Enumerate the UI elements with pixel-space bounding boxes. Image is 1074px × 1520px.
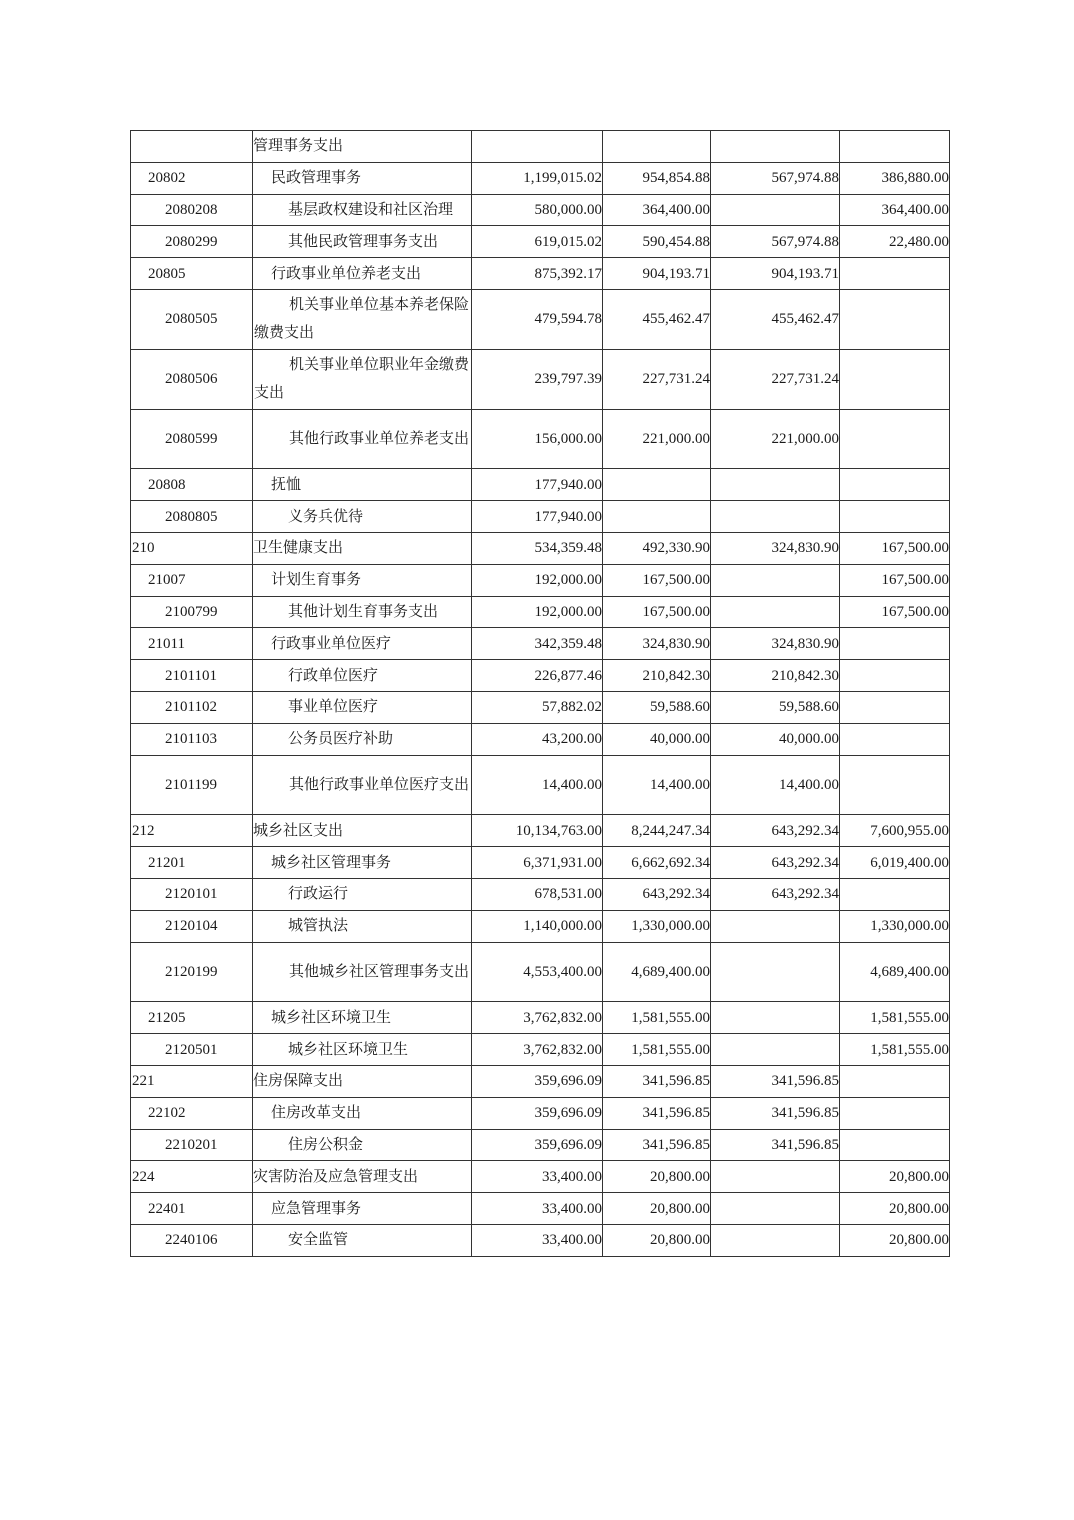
subject-code-cell: 2101101 [131,660,253,692]
subject-code-cell: 2210201 [131,1129,253,1161]
subject-name-text: 应急管理事务 [271,1200,362,1217]
table-row [131,289,950,349]
project-expenditure-cell [840,131,950,163]
current-total-cell: 1,581,555.00 [603,1034,711,1066]
basic-expenditure-cell [711,942,840,1002]
subject-name-text: 安全监管 [288,1232,349,1249]
subject-name-cell [253,501,472,533]
prior-year-total-cell: 359,696.09 [472,1129,603,1161]
project-expenditure-cell: 20,800.00 [840,1193,950,1225]
subject-code-cell [131,131,253,163]
project-expenditure-cell: 1,581,555.00 [840,1034,950,1066]
current-total-cell: 20,800.00 [603,1161,711,1193]
basic-expenditure-cell: 227,731.24 [711,349,840,409]
project-expenditure-cell [840,1097,950,1129]
table-row [131,723,950,755]
subject-name-cell [253,131,472,163]
basic-expenditure-cell [711,564,840,596]
prior-year-total-cell: 192,000.00 [472,596,603,628]
subject-code-cell: 2120199 [131,942,253,1002]
subject-code-cell: 210 [131,532,253,564]
table-row [131,469,950,501]
subject-name-text: 公务员医疗补助 [288,731,394,748]
prior-year-total-cell: 4,553,400.00 [472,942,603,1002]
subject-name-text: 城乡社区环境卫生 [271,1009,392,1026]
project-expenditure-cell: 167,500.00 [840,564,950,596]
current-total-cell: 59,588.60 [603,691,711,723]
current-total-cell: 492,330.90 [603,532,711,564]
current-total-cell: 324,830.90 [603,628,711,660]
project-expenditure-cell: 7,600,955.00 [840,815,950,847]
project-expenditure-cell [840,469,950,501]
subject-name-cell [253,628,472,660]
project-expenditure-cell: 6,019,400.00 [840,847,950,879]
subject-name-cell [253,1161,472,1193]
subject-name-cell [253,258,472,290]
subject-name-text: 管理事务支出 [253,138,344,155]
project-expenditure-cell [840,1129,950,1161]
project-expenditure-cell [840,723,950,755]
subject-code-cell: 21011 [131,628,253,660]
subject-name-text: 抚恤 [271,476,302,493]
table-row [131,910,950,942]
table-body [131,131,950,1257]
subject-code-cell: 2120101 [131,878,253,910]
subject-name-cell [253,847,472,879]
subject-code-cell: 2120104 [131,910,253,942]
subject-name-cell [253,1193,472,1225]
table-row [131,409,950,469]
project-expenditure-cell: 20,800.00 [840,1161,950,1193]
subject-code-cell: 2240106 [131,1224,253,1256]
basic-expenditure-cell [711,194,840,226]
subject-code-cell: 2100799 [131,596,253,628]
subject-name-cell [253,878,472,910]
subject-name-cell: 机关事业单位基本养老保险缴费支出 [253,289,472,349]
subject-name-cell [253,815,472,847]
current-total-cell: 954,854.88 [603,162,711,194]
subject-name-text: 其他民政管理事务支出 [288,233,439,250]
subject-name-text: 计划生育事务 [271,572,362,589]
basic-expenditure-cell [711,131,840,163]
subject-name-cell [253,910,472,942]
prior-year-total-cell: 33,400.00 [472,1161,603,1193]
current-total-cell [603,501,711,533]
prior-year-total-cell: 57,882.02 [472,691,603,723]
current-total-cell: 14,400.00 [603,755,711,815]
current-total-cell: 8,244,247.34 [603,815,711,847]
subject-name-text: 灾害防治及应急管理支出 [253,1168,419,1185]
current-total-cell: 1,330,000.00 [603,910,711,942]
subject-name-cell [253,532,472,564]
subject-code-cell: 20802 [131,162,253,194]
subject-name-text: 基层政权建设和社区治理 [288,201,454,218]
project-expenditure-cell [840,289,950,349]
current-total-cell: 167,500.00 [603,564,711,596]
subject-name-text: 行政事业单位医疗 [271,635,392,652]
basic-expenditure-cell [711,1034,840,1066]
current-total-cell: 455,462.47 [603,289,711,349]
table-row [131,1097,950,1129]
table-row [131,691,950,723]
basic-expenditure-cell: 643,292.34 [711,847,840,879]
basic-expenditure-cell: 14,400.00 [711,755,840,815]
current-total-cell: 210,842.30 [603,660,711,692]
basic-expenditure-cell: 324,830.90 [711,532,840,564]
basic-expenditure-cell: 221,000.00 [711,409,840,469]
subject-name-text: 行政单位医疗 [288,667,379,684]
subject-name-cell [253,1097,472,1129]
subject-code-cell: 21201 [131,847,253,879]
subject-code-cell: 22102 [131,1097,253,1129]
basic-expenditure-cell [711,596,840,628]
subject-code-cell: 20805 [131,258,253,290]
subject-code-cell: 2080208 [131,194,253,226]
subject-name-text: 卫生健康支出 [253,540,344,557]
subject-name-cell: 其他行政事业单位医疗支出 [253,755,472,815]
prior-year-total-cell: 192,000.00 [472,564,603,596]
project-expenditure-cell [840,660,950,692]
table-row [131,349,950,409]
subject-name-text: 事业单位医疗 [288,699,379,716]
table-row [131,878,950,910]
project-expenditure-cell: 386,880.00 [840,162,950,194]
subject-name-text: 住房公积金 [288,1136,364,1153]
basic-expenditure-cell [711,1193,840,1225]
subject-name-cell [253,660,472,692]
basic-expenditure-cell: 643,292.34 [711,815,840,847]
current-total-cell: 6,662,692.34 [603,847,711,879]
subject-name-text: 城乡社区环境卫生 [288,1041,409,1058]
budget-expenditure-table [130,130,950,1257]
table-row [131,162,950,194]
subject-name-text: 义务兵优待 [288,508,364,525]
current-total-cell: 20,800.00 [603,1193,711,1225]
subject-name-cell [253,1065,472,1097]
subject-name-text: 其他计划生育事务支出 [288,603,439,620]
prior-year-total-cell: 226,877.46 [472,660,603,692]
table-row [131,596,950,628]
subject-code-cell: 2101199 [131,755,253,815]
basic-expenditure-cell [711,1002,840,1034]
table-row [131,564,950,596]
prior-year-total-cell: 156,000.00 [472,409,603,469]
basic-expenditure-cell: 904,193.71 [711,258,840,290]
basic-expenditure-cell: 341,596.85 [711,1065,840,1097]
subject-name-cell [253,1002,472,1034]
subject-name-cell [253,469,472,501]
subject-name-text: 城管执法 [288,918,349,935]
subject-name-cell [253,1224,472,1256]
project-expenditure-cell [840,258,950,290]
table-row [131,942,950,1002]
basic-expenditure-cell [711,469,840,501]
subject-name-cell [253,596,472,628]
subject-code-cell: 2080805 [131,501,253,533]
subject-code-cell: 21205 [131,1002,253,1034]
current-total-cell [603,469,711,501]
subject-name-cell [253,226,472,258]
subject-code-cell: 2080299 [131,226,253,258]
basic-expenditure-cell: 341,596.85 [711,1129,840,1161]
subject-name-cell [253,723,472,755]
subject-name-text: 行政事业单位养老支出 [271,265,422,282]
project-expenditure-cell: 167,500.00 [840,532,950,564]
prior-year-total-cell: 14,400.00 [472,755,603,815]
project-expenditure-cell [840,1065,950,1097]
table-row [131,1034,950,1066]
subject-name-cell [253,194,472,226]
basic-expenditure-cell: 643,292.34 [711,878,840,910]
basic-expenditure-cell: 567,974.88 [711,226,840,258]
current-total-cell: 590,454.88 [603,226,711,258]
project-expenditure-cell: 1,581,555.00 [840,1002,950,1034]
subject-name-cell [253,1129,472,1161]
subject-name-text: 行政运行 [288,886,349,903]
prior-year-total-cell: 1,199,015.02 [472,162,603,194]
current-total-cell: 4,689,400.00 [603,942,711,1002]
basic-expenditure-cell: 324,830.90 [711,628,840,660]
current-total-cell: 40,000.00 [603,723,711,755]
current-total-cell: 904,193.71 [603,258,711,290]
subject-name-cell: 机关事业单位职业年金缴费支出 [253,349,472,409]
table-row [131,1193,950,1225]
table-row [131,755,950,815]
table-row [131,1065,950,1097]
project-expenditure-cell [840,501,950,533]
subject-name-cell: 其他行政事业单位养老支出 [253,409,472,469]
subject-code-cell: 212 [131,815,253,847]
subject-code-cell: 20808 [131,469,253,501]
prior-year-total-cell: 619,015.02 [472,226,603,258]
table-row [131,501,950,533]
subject-code-cell: 2101103 [131,723,253,755]
project-expenditure-cell: 364,400.00 [840,194,950,226]
prior-year-total-cell: 359,696.09 [472,1097,603,1129]
subject-code-cell: 221 [131,1065,253,1097]
current-total-cell: 1,581,555.00 [603,1002,711,1034]
table-row [131,532,950,564]
prior-year-total-cell: 479,594.78 [472,289,603,349]
prior-year-total-cell: 177,940.00 [472,501,603,533]
prior-year-total-cell: 678,531.00 [472,878,603,910]
basic-expenditure-cell: 40,000.00 [711,723,840,755]
project-expenditure-cell [840,691,950,723]
prior-year-total-cell: 534,359.48 [472,532,603,564]
basic-expenditure-cell: 341,596.85 [711,1097,840,1129]
project-expenditure-cell: 167,500.00 [840,596,950,628]
table-row [131,1002,950,1034]
subject-code-cell: 2120501 [131,1034,253,1066]
basic-expenditure-cell [711,1224,840,1256]
current-total-cell: 364,400.00 [603,194,711,226]
subject-name-cell [253,564,472,596]
prior-year-total-cell: 875,392.17 [472,258,603,290]
current-total-cell: 341,596.85 [603,1129,711,1161]
basic-expenditure-cell [711,910,840,942]
prior-year-total-cell: 342,359.48 [472,628,603,660]
prior-year-total-cell: 33,400.00 [472,1224,603,1256]
subject-name-text: 民政管理事务 [271,170,362,187]
prior-year-total-cell [472,131,603,163]
subject-name-cell [253,691,472,723]
table-row [131,194,950,226]
current-total-cell: 167,500.00 [603,596,711,628]
current-total-cell: 643,292.34 [603,878,711,910]
subject-name-cell [253,1034,472,1066]
prior-year-total-cell: 177,940.00 [472,469,603,501]
basic-expenditure-cell: 567,974.88 [711,162,840,194]
project-expenditure-cell [840,409,950,469]
table-row [131,815,950,847]
current-total-cell: 20,800.00 [603,1224,711,1256]
prior-year-total-cell: 359,696.09 [472,1065,603,1097]
subject-code-cell: 2080599 [131,409,253,469]
prior-year-total-cell: 1,140,000.00 [472,910,603,942]
subject-code-cell: 22401 [131,1193,253,1225]
project-expenditure-cell: 1,330,000.00 [840,910,950,942]
project-expenditure-cell: 4,689,400.00 [840,942,950,1002]
project-expenditure-cell: 20,800.00 [840,1224,950,1256]
project-expenditure-cell: 22,480.00 [840,226,950,258]
project-expenditure-cell [840,755,950,815]
prior-year-total-cell: 580,000.00 [472,194,603,226]
current-total-cell: 227,731.24 [603,349,711,409]
table-row [131,660,950,692]
table-row [131,847,950,879]
current-total-cell: 221,000.00 [603,409,711,469]
project-expenditure-cell [840,628,950,660]
basic-expenditure-cell: 210,842.30 [711,660,840,692]
project-expenditure-cell [840,349,950,409]
current-total-cell: 341,596.85 [603,1097,711,1129]
basic-expenditure-cell: 455,462.47 [711,289,840,349]
table-row [131,226,950,258]
subject-code-cell: 2080505 [131,289,253,349]
subject-name-text: 城乡社区支出 [253,822,344,839]
table-row [131,628,950,660]
subject-name-cell: 其他城乡社区管理事务支出 [253,942,472,1002]
current-total-cell [603,131,711,163]
table-row [131,1224,950,1256]
subject-code-cell: 224 [131,1161,253,1193]
subject-name-cell [253,162,472,194]
basic-expenditure-cell [711,1161,840,1193]
table-row [131,1129,950,1161]
prior-year-total-cell: 239,797.39 [472,349,603,409]
basic-expenditure-cell [711,501,840,533]
basic-expenditure-cell: 59,588.60 [711,691,840,723]
subject-code-cell: 2080506 [131,349,253,409]
project-expenditure-cell [840,878,950,910]
table-row [131,258,950,290]
subject-name-text: 住房改革支出 [271,1105,362,1122]
prior-year-total-cell: 6,371,931.00 [472,847,603,879]
prior-year-total-cell: 3,762,832.00 [472,1002,603,1034]
table-row [131,1161,950,1193]
table-row [131,131,950,163]
prior-year-total-cell: 43,200.00 [472,723,603,755]
subject-name-text: 城乡社区管理事务 [271,854,392,871]
current-total-cell: 341,596.85 [603,1065,711,1097]
prior-year-total-cell: 3,762,832.00 [472,1034,603,1066]
prior-year-total-cell: 10,134,763.00 [472,815,603,847]
subject-name-text: 住房保障支出 [253,1073,344,1090]
subject-code-cell: 2101102 [131,691,253,723]
subject-code-cell: 21007 [131,564,253,596]
prior-year-total-cell: 33,400.00 [472,1193,603,1225]
